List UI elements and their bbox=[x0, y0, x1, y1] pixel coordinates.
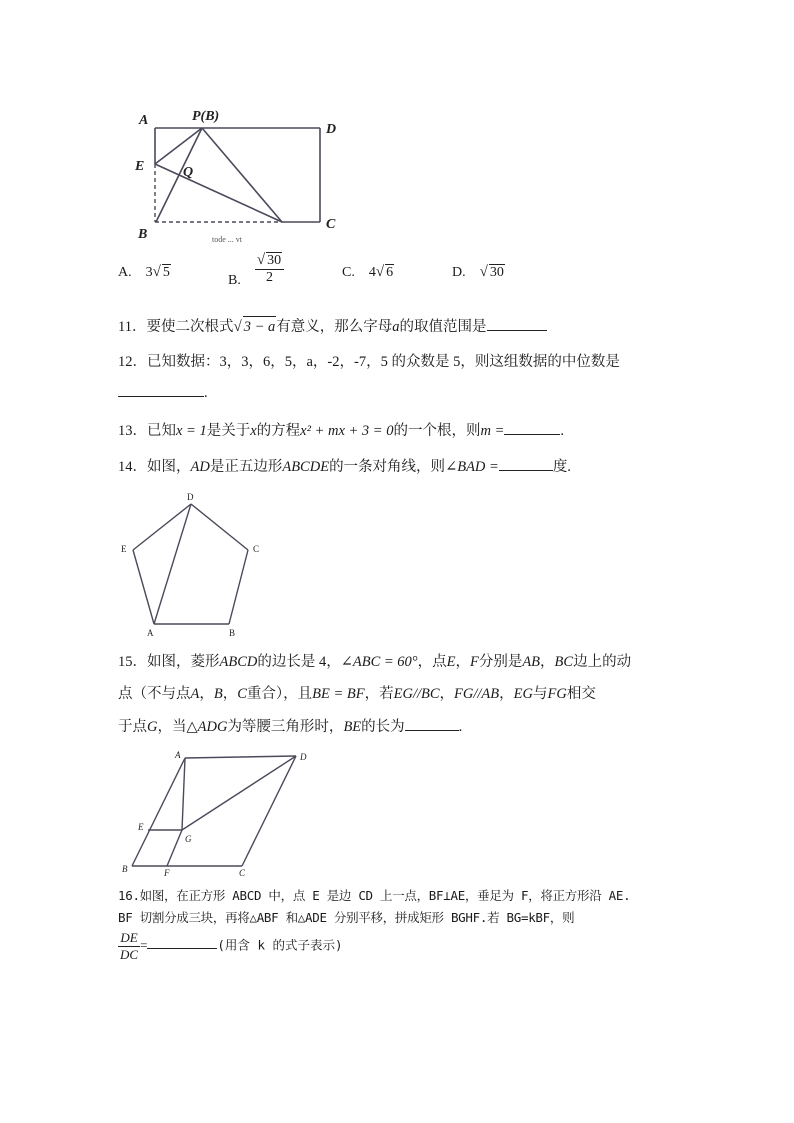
text: 与 bbox=[532, 686, 548, 702]
segment-AD bbox=[185, 756, 296, 758]
label-E: E bbox=[121, 544, 127, 554]
question-15-line2 bbox=[118, 684, 596, 704]
option-letter: C. bbox=[342, 265, 355, 280]
label-E: E bbox=[135, 159, 145, 174]
text: BF 切割分成三块，再将△ABF 和△ADE 分别平移，拼成矩形 BGHF.若 BG=kBF，则 bbox=[118, 910, 575, 925]
label-D: D bbox=[187, 492, 194, 502]
segment-DC bbox=[191, 504, 248, 550]
text: 16.如图，在正方形 ABCD 中，点 E 是边 CD 上一点，BF⊥AE，垂足为 F，将正方形沿 AE. bbox=[118, 888, 631, 903]
option-letter: A. bbox=[118, 265, 132, 280]
option-letter: B. bbox=[228, 273, 241, 289]
text: 点（不与点 bbox=[118, 686, 191, 702]
radicand: 30 bbox=[489, 265, 504, 280]
option-A bbox=[118, 264, 171, 281]
text: 如图， bbox=[147, 459, 191, 475]
question-14 bbox=[118, 456, 571, 477]
text: . bbox=[560, 423, 564, 439]
answer-blank[interactable] bbox=[405, 716, 459, 731]
segment: AD bbox=[190, 459, 210, 475]
sqrt-sign: √ bbox=[375, 264, 385, 280]
text: 如图，菱形 bbox=[147, 654, 220, 670]
text: 要使二次根式 bbox=[146, 319, 234, 335]
text: 相交 bbox=[566, 686, 596, 702]
text: 是正五边形 bbox=[209, 459, 283, 475]
var: EG bbox=[513, 686, 533, 702]
coef: 4 bbox=[368, 265, 376, 280]
label-G: G bbox=[185, 834, 192, 844]
text: 为等腰三角形时， bbox=[227, 719, 344, 735]
label-C: C bbox=[239, 868, 246, 878]
var: F bbox=[469, 654, 479, 670]
q-number: 13． bbox=[118, 423, 147, 439]
text: 是关于 bbox=[206, 423, 251, 439]
text: ，点 bbox=[417, 654, 447, 670]
text: 的取值范围是 bbox=[399, 319, 487, 335]
segment-DC bbox=[242, 756, 296, 866]
label-B: B bbox=[229, 628, 236, 638]
segment-E-fold bbox=[155, 164, 282, 222]
var: AB bbox=[522, 654, 541, 670]
question-11 bbox=[118, 316, 547, 337]
option-letter: D. bbox=[452, 265, 466, 280]
text: 的一个根，则 bbox=[393, 423, 481, 439]
option-B bbox=[228, 252, 284, 289]
segment-AB bbox=[132, 758, 185, 866]
text: = bbox=[140, 937, 148, 953]
q-number: 11． bbox=[118, 319, 147, 335]
figure1-caption-fragment: tode ... vt bbox=[212, 235, 242, 244]
question-16-line2 bbox=[118, 908, 574, 928]
var: ABCD bbox=[219, 654, 258, 670]
label-PB: P(B) bbox=[192, 109, 220, 124]
text: 有意义，那么字母 bbox=[276, 319, 393, 335]
var: B bbox=[213, 686, 223, 702]
q-number: 14． bbox=[118, 459, 147, 475]
text: ， bbox=[499, 686, 514, 702]
option-C bbox=[342, 264, 394, 281]
question-13 bbox=[118, 420, 564, 441]
var: BC bbox=[554, 654, 574, 670]
text: 边上的动 bbox=[573, 654, 632, 670]
text: ， bbox=[439, 686, 455, 702]
text: 度. bbox=[552, 459, 571, 475]
text: 已知数据：3，3，6，5，a，-2，-7，5 的众数是 5，则这组数据的中位数是 bbox=[147, 354, 620, 370]
question-15 bbox=[118, 652, 631, 672]
sqrt-sign: √ bbox=[233, 319, 242, 335]
angle: ∠BAD = bbox=[445, 459, 499, 475]
segment-AG bbox=[182, 758, 185, 830]
segment-P-E bbox=[155, 128, 202, 164]
label-D: D bbox=[326, 122, 337, 137]
equation: x² + mx + 3 = 0 bbox=[300, 423, 394, 439]
denominator: 2 bbox=[265, 270, 273, 285]
equation: FG//AB bbox=[454, 686, 500, 702]
answer-blank[interactable] bbox=[504, 420, 560, 435]
text: (用含 k 的式子表示) bbox=[217, 937, 343, 953]
label-A: A bbox=[175, 750, 181, 760]
q-number: 12． bbox=[118, 354, 147, 370]
fraction-DE-DC bbox=[118, 930, 140, 963]
label-Q: Q bbox=[183, 165, 194, 180]
label-F: F bbox=[164, 868, 170, 878]
var: BE bbox=[343, 719, 362, 735]
text: 的一条对角线，则 bbox=[329, 459, 446, 475]
label-D: D bbox=[300, 752, 307, 762]
label-A: A bbox=[139, 113, 149, 128]
label-C: C bbox=[326, 217, 336, 232]
polygon: ABCDE bbox=[282, 459, 330, 475]
answer-label: m = bbox=[480, 423, 505, 439]
segment-P-fold bbox=[202, 128, 282, 222]
radicand: 30 bbox=[267, 253, 282, 268]
variable: a bbox=[392, 319, 400, 335]
radicand: 3 − a bbox=[243, 316, 277, 337]
var: C bbox=[237, 686, 247, 702]
text: 已知 bbox=[147, 423, 176, 439]
diagonal-AD bbox=[154, 504, 191, 624]
segment-ED bbox=[133, 504, 191, 550]
answer-blank[interactable] bbox=[147, 934, 217, 949]
var: G bbox=[147, 719, 158, 735]
radicand: 5 bbox=[162, 265, 170, 280]
question-12-cont bbox=[118, 382, 208, 403]
text: . bbox=[204, 385, 208, 401]
text: ， bbox=[222, 686, 238, 702]
text: 的边长是 4， bbox=[257, 654, 341, 670]
text: ， bbox=[455, 654, 470, 670]
radicand: 6 bbox=[386, 265, 394, 280]
question-16-line3 bbox=[118, 930, 343, 963]
label-B: B bbox=[122, 864, 128, 874]
q-number: 15． bbox=[118, 654, 147, 670]
text: 于点 bbox=[118, 719, 147, 735]
text: ，当 bbox=[157, 719, 187, 735]
fraction: $\frac{√ 30}{2}$ bbox=[255, 252, 284, 286]
segment-AE bbox=[133, 550, 154, 624]
text: ， bbox=[199, 686, 214, 702]
numerator: DE bbox=[118, 930, 140, 947]
text: 重合），且 bbox=[246, 686, 313, 702]
sqrt-sign: √ bbox=[152, 264, 161, 280]
segment-CB bbox=[229, 550, 248, 624]
equation: EG//BC bbox=[393, 686, 440, 702]
sqrt-sign: √ bbox=[479, 264, 488, 280]
var: A bbox=[190, 686, 200, 702]
text: ， bbox=[540, 654, 555, 670]
question-16 bbox=[118, 886, 630, 906]
option-D bbox=[452, 264, 505, 281]
answer-blank[interactable] bbox=[499, 456, 553, 471]
segment-GD bbox=[182, 756, 296, 830]
question-12 bbox=[118, 352, 620, 372]
var: E bbox=[446, 654, 456, 670]
label-B: B bbox=[138, 227, 148, 242]
denominator: DC bbox=[120, 947, 139, 962]
var: FG bbox=[547, 686, 567, 702]
text: . bbox=[458, 719, 463, 735]
text: 的长为 bbox=[361, 719, 405, 735]
text: 的方程 bbox=[256, 423, 301, 439]
question-15-line3 bbox=[118, 716, 462, 737]
figure-pentagon bbox=[112, 488, 282, 640]
figure-rhombus bbox=[112, 748, 322, 880]
equation: BE = BF bbox=[312, 686, 365, 702]
variable: x bbox=[250, 423, 257, 439]
coef: 3 bbox=[145, 265, 153, 280]
figure-rectangle-fold bbox=[130, 104, 350, 244]
label-A: A bbox=[147, 628, 154, 638]
triangle: △ADG bbox=[186, 719, 228, 735]
equation: x = 1 bbox=[176, 423, 207, 439]
label-C: C bbox=[253, 544, 260, 554]
text: 分别是 bbox=[478, 654, 523, 670]
answer-blank[interactable] bbox=[487, 316, 547, 331]
segment-FG bbox=[167, 830, 182, 866]
text: ，若 bbox=[364, 686, 394, 702]
label-E: E bbox=[138, 822, 144, 832]
angle: ∠ABC = 60° bbox=[340, 654, 418, 670]
answer-blank[interactable] bbox=[118, 382, 204, 397]
